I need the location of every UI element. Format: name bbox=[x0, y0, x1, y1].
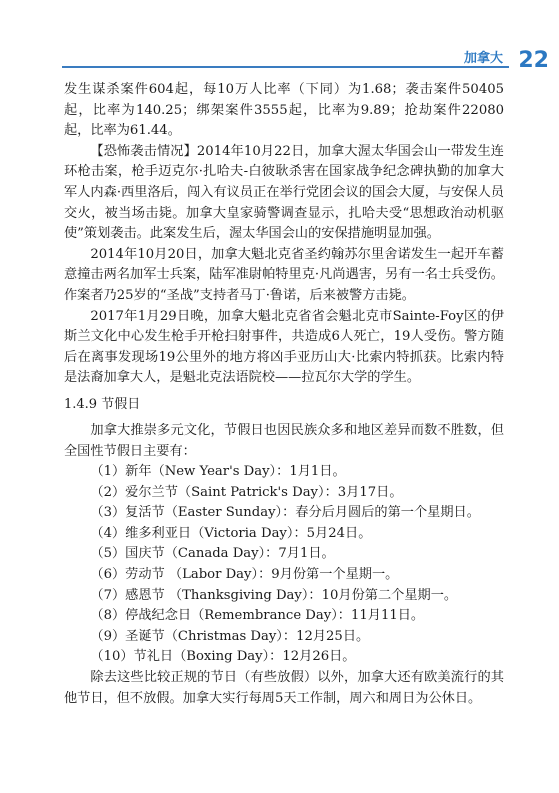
paragraph-terror-quebec-2014: 2014年10月20日，加拿大魁北克省圣约翰苏尔里舍诺发生一起开车蓄意撞击两名加军士兵案，陆军准尉帕特里克·凡尚遇害，另有一名士兵受伤。作案者乃25岁的“圣战”支持者马丁·鲁诺，后来被警方击毙。 bbox=[64, 246, 504, 303]
holiday-item: （8）停战纪念日（Remembrance Day）：11月11日。 bbox=[90, 608, 425, 624]
paragraph-crime-statistics: 发生谋杀案件604起，每10万人比率（下同）为1.68；袭击案件50405起，比率为140.25；绑架案件3555起，比率为9.89；抢劫案件22080起，比率为61.44。 bbox=[64, 82, 504, 139]
header-divider bbox=[62, 66, 509, 68]
holiday-item: （4）维多利亚日（Victoria Day）：5月24日。 bbox=[90, 525, 372, 541]
holiday-item: （9）圣诞节（Christmas Day）：12月25日。 bbox=[90, 628, 370, 644]
section-heading-holidays: 1.4.9 节假日 bbox=[64, 396, 141, 412]
holiday-item: （3）复活节（Easter Sunday）：春分后月圆后的第一个星期日。 bbox=[90, 505, 480, 521]
paragraph-terror-quebec-2017: 2017年1月29日晚，加拿大魁北克省省会魁北克市Sainte-Foy区的伊斯兰文化中心发生枪手开枪扫射事件，共造成6人死亡，19人受伤。警方随后在离事发现场19公里外的地方将凶手亚历山大·比索内特抓获。比索内特是法裔加拿大人，是魁北克法语院校——拉瓦尔大学的学生。 bbox=[64, 308, 504, 386]
holiday-item: （5）国庆节（Canada Day）：7月1日。 bbox=[90, 546, 335, 562]
holiday-item: （7）感恩节 （Thanksgiving Day）：10月份第二个星期一。 bbox=[90, 587, 458, 603]
holiday-item: （2）爱尔兰节（Saint Patrick's Day）：3月17日。 bbox=[90, 484, 403, 500]
paragraph-holidays-intro: 加拿大推崇多元文化，节假日也因民族众多和地区差异而数不胜数，但全国性节假日主要有： bbox=[64, 422, 504, 459]
page-content bbox=[64, 80, 504, 709]
header-section-title: 加拿大 bbox=[463, 51, 503, 66]
holiday-item: （10）节礼日（Boxing Day）：12月26日。 bbox=[90, 649, 356, 665]
paragraph-holidays-closing: 除去这些比较正规的节日（有些放假）以外，加拿大还有欧美流行的其他节日，但不放假。加拿大实行每周5天工作制，周六和周日为公休日。 bbox=[64, 670, 504, 706]
holiday-item: （6）劳动节 （Labor Day）：9月份第一个星期一。 bbox=[90, 567, 399, 583]
paragraph-terror-ottawa: 【恐怖袭击情况】2014年10月22日，加拿大渥太华国会山一带发生连环枪击案，枪手迈克尔·扎哈夫-白彼耿杀害在国家战争纪念碑执勤的加拿大军人内森·西里洛后，闯入有议员正在举行党团会议的国会大厦，与安保人员交火，被当场击毙。加拿大皇家骑警调查显示，扎哈夫受“思想政治动机驱使”策划袭击。此案发生后，渥太华国会山的安保措施明显加强。 bbox=[64, 143, 504, 242]
holiday-list bbox=[64, 462, 504, 668]
holiday-item: （1）新年（New Year's Day）：1月1日。 bbox=[90, 464, 346, 480]
page-header bbox=[0, 0, 559, 80]
page-number: 22 bbox=[518, 48, 549, 73]
